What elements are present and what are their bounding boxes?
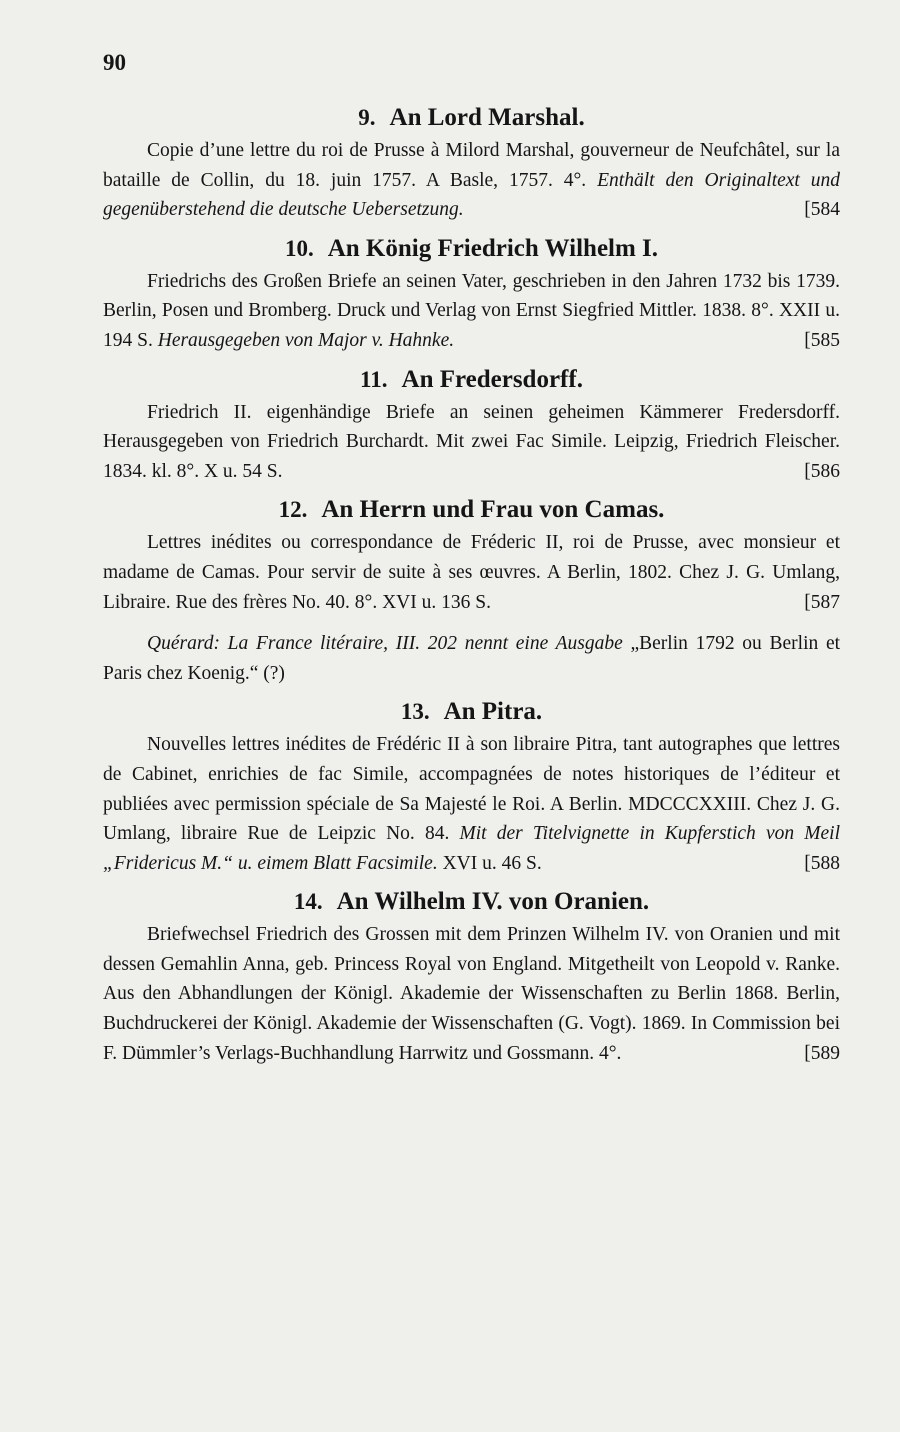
- section-number: 13.: [400, 699, 430, 725]
- bibliographic-entry: [103, 136, 840, 225]
- footnote-text: „Berlin 1792 ou Berlin et Paris chez Koenig.“ (?): [103, 633, 841, 684]
- section-title: An Herrn und Frau von Camas.: [321, 496, 665, 524]
- entry-footnote: [103, 629, 840, 688]
- entry-section: [103, 884, 840, 1068]
- bibliographic-entry: [103, 730, 840, 878]
- section-heading: [103, 694, 840, 730]
- section-title: An Lord Marshal.: [389, 104, 585, 131]
- page-content: [103, 100, 840, 1074]
- bibliographic-entry: [103, 920, 840, 1068]
- bibliographic-entry: [103, 267, 840, 356]
- footnote-italic: Quérard: La France litéraire, III. 202 nennt eine Ausgabe: [147, 633, 623, 655]
- entry-italic-note: Mit der Titelvignette in Kupferstich von Meil „Fridericus M.“ u. eimem Blatt Facsimile.: [103, 823, 841, 874]
- section-title: An Pitra.: [443, 698, 543, 726]
- section-number: 14.: [293, 889, 323, 915]
- entry-reference-number: [588: [804, 852, 840, 874]
- entry-section: [103, 694, 840, 878]
- entry-section: [103, 100, 840, 225]
- section-heading: [103, 492, 840, 528]
- section-heading: [103, 100, 840, 136]
- entry-reference-number: [587: [804, 591, 840, 613]
- section-title: An Fredersdorff.: [401, 365, 583, 393]
- entry-text: Nouvelles lettres inédites de Frédéric II à son libraire Pitra, tant autographes que lettres de Cabinet, enrichies de fac Simile, accompagnées de notes historiques de l’éditeur et publiées avec permission spéciale de Sa Majesté le Roi. A Berlin. MDCCCXXIII. Chez J. G. Umlang, libraire Rue de Leipzic No. 84.: [103, 734, 840, 845]
- entry-text: Copie d’une lettre du roi de Prusse à Milord Marshal, gouverneur de Neufchâtel, sur la bataille de Collin, du 18. juin 1757. A Basle, 1757. 4°.: [103, 140, 840, 191]
- entry-text-after: XVI u. 46 S.: [442, 852, 542, 874]
- bibliographic-entry: [103, 528, 840, 617]
- page-number: 90: [103, 50, 126, 75]
- entry-section: [103, 492, 840, 688]
- section-number: 11.: [360, 366, 388, 392]
- section-title: An König Friedrich Wilhelm I.: [327, 234, 659, 262]
- section-heading: [103, 884, 840, 920]
- section-heading: [103, 231, 840, 267]
- section-title: An Wilhelm IV. von Oranien.: [336, 888, 650, 916]
- entry-section: [103, 362, 840, 487]
- entry-reference-number: [589: [804, 1042, 840, 1064]
- entry-italic-note: Enthält den Originaltext und gegenüberstehend die deutsche Uebersetzung.: [103, 169, 841, 221]
- entry-section: [103, 231, 840, 356]
- entry-italic-note: Herausgegeben von Major v. Hahnke.: [157, 329, 455, 351]
- entry-reference-number: [586: [804, 460, 840, 482]
- bibliographic-entry: [103, 398, 840, 487]
- entry-reference-number: [585: [804, 329, 840, 351]
- section-number: 12.: [278, 497, 308, 523]
- section-number: 9.: [358, 105, 376, 130]
- entry-reference-number: [584: [804, 199, 840, 221]
- section-number: 10.: [284, 235, 314, 261]
- section-heading: [103, 362, 840, 398]
- entry-text: Lettres inédites ou correspondance de Fréderic II, roi de Prusse, avec monsieur et madame de Camas. Pour servir de suite à ses œuvres. A Berlin, 1802. Chez J. G. Umlang, Libraire. Rue des frères No. 40. 8°. XVI u. 136 S.: [103, 532, 840, 613]
- entry-text: Briefwechsel Friedrich des Grossen mit dem Prinzen Wilhelm IV. von Oranien und mit dessen Gemahlin Anna, geb. Princess Royal von England. Mitgetheilt von Leopold v. Ranke. Aus den Abhandlungen der Königl. Akademie der Wissenschaften zu Berlin 1868. Berlin, Buchdruckerei der Königl. Akademie der Wissenschaften (G. Vogt). 1869. In Commission bei F. Dümmler’s Verlags-Buchhandlung Harrwitz und Gossmann. 4°.: [103, 924, 840, 1064]
- entry-text: Friedrichs des Großen Briefe an seinen Vater, geschrieben in den Jahren 1732 bis 1739. Berlin, Posen und Bromberg. Druck und Verlag von Ernst Siegfried Mittler. 1838. 8°. XXII u. 194 S.: [103, 270, 840, 351]
- entry-text: Friedrich II. eigenhändige Briefe an seinen geheimen Kämmerer Fredersdorff. Herausgegeben von Friedrich Burchardt. Mit zwei Fac Simile. Leipzig, Friedrich Fleischer. 1834. kl. 8°. X u. 54 S.: [103, 401, 840, 482]
